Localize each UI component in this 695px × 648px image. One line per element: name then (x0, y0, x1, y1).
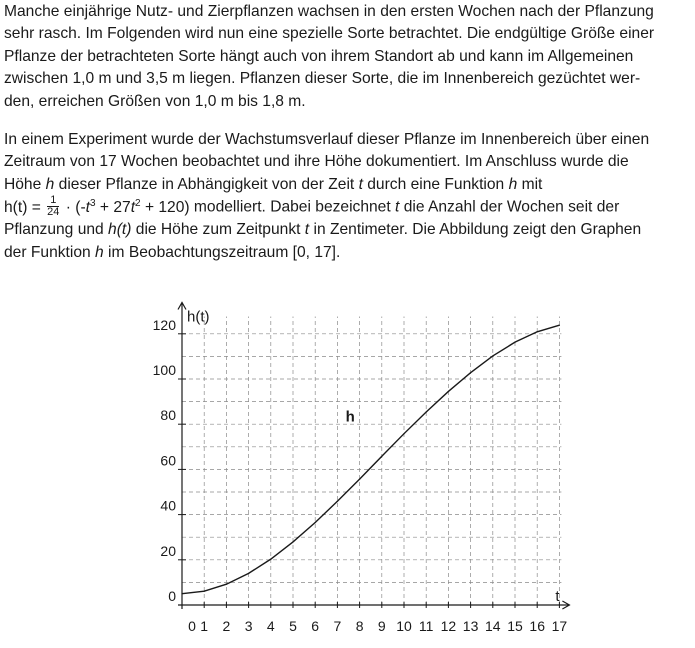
chart-axes (178, 303, 569, 610)
variable-h: h (45, 175, 55, 193)
x-tick-label: 8 (355, 618, 364, 634)
x-tick-label: 4 (266, 618, 275, 634)
experiment-line-2: Zeitraum von 17 Wochen beobachtet und ihre Höhe dokumentiert. Im Anschluss wurde die (4, 153, 629, 171)
series-point (514, 342, 515, 343)
intro-line-5: den, erreichen Größen von 1,0 m bis 1,8 m. (4, 92, 306, 110)
fraction-numerator: 1 (47, 195, 59, 207)
x-tick-label: 1 (200, 618, 209, 634)
text-fragment: die Höhe zum Zeitpunkt (131, 221, 305, 239)
variable-t: t (358, 175, 363, 193)
x-tick-label: 0 (188, 618, 196, 634)
series-point (448, 391, 449, 392)
variable-h: h (508, 175, 518, 193)
x-tick-label: 14 (485, 618, 501, 634)
formula-var-t: t (85, 198, 91, 216)
text-fragment: im Beobachtungszeitraum [0, 17]. (103, 243, 341, 261)
series-point (248, 573, 249, 574)
x-tick-label: 15 (507, 618, 523, 634)
text-fragment: der Funktion (4, 243, 96, 261)
x-tick-label: 9 (377, 618, 386, 634)
chart-labels (187, 309, 560, 606)
formula-var-t: t (130, 198, 136, 216)
series-line-h (182, 325, 559, 593)
x-tick-label: 11 (418, 618, 434, 634)
series-point (292, 541, 293, 542)
series-point (359, 479, 360, 480)
experiment-line-1: In einem Experiment wurde der Wachstumsverlauf dieser Pflanze im Innenbereich über einen (4, 131, 650, 148)
series-point (270, 559, 271, 560)
formula-lhs: h(t) (4, 198, 28, 216)
text-fragment: in Zentimeter. Die Abbildung zeigt den Graphen (309, 221, 642, 239)
series-point (204, 591, 205, 592)
intro-line-2: sehr rasch. Im Folgenden wird nun eine spezielle Sorte betrachtet. Die endgültige Größe einer (4, 25, 655, 43)
y-tick-label: 20 (160, 542, 176, 559)
series-point (492, 355, 493, 356)
x-tick-label: 10 (396, 618, 412, 634)
x-tick-label: 2 (222, 618, 231, 634)
y-tick-label: 40 (160, 497, 176, 514)
formula-exponent: 3 (90, 197, 96, 209)
intro-line-3: Pflanze der betrachteten Sorte hängt auch von ihrem Standort ab und kann im Allgemeinen (4, 47, 634, 65)
text-fragment: dieser Pflanze in Abhängigkeit von der Zeit (54, 175, 359, 193)
variable-t: t (395, 198, 400, 216)
y-tick-label: 100 (152, 362, 176, 378)
text-fragment: Höhe (4, 175, 46, 193)
y-tick-label: 60 (160, 452, 176, 469)
formula-part: + 120) (140, 198, 190, 216)
series-point (181, 593, 182, 594)
series-point (426, 411, 427, 412)
x-tick-label: 12 (440, 618, 457, 634)
text-fragment: mit (517, 175, 543, 193)
text-fragment: durch eine Funktion (362, 175, 509, 193)
fraction-denominator: 24 (47, 206, 60, 219)
text-fragment: Pflanzung und (4, 221, 109, 239)
y-tick-label: 120 (152, 316, 176, 333)
x-tick-label: 6 (311, 618, 320, 634)
x-tick-label: 16 (529, 618, 545, 634)
series-point (559, 325, 560, 326)
formula-part: · (- (61, 198, 86, 216)
series-point (381, 456, 382, 457)
x-tick-label: 13 (462, 618, 479, 634)
series-point (315, 522, 316, 523)
x-axis-title: t (555, 588, 560, 605)
y-tick-label: 80 (160, 407, 176, 424)
series-point (470, 372, 471, 373)
y-axis-title: h(t) (187, 308, 210, 326)
x-tick-label: 5 (289, 618, 297, 634)
intro-line-1: Manche einjährige Nutz- und Zierpflanzen wachsen in den ersten Wochen nach der Pflanzung (4, 3, 654, 20)
series-point (337, 501, 338, 502)
series-label-h: h (345, 408, 355, 426)
formula-equals: = (27, 198, 46, 216)
variable-ht: h(t) (108, 221, 132, 239)
text-fragment: die Anzahl der Wochen seit der (399, 198, 620, 216)
text-fragment: modelliert. Dabei bezeichnet (189, 198, 396, 216)
x-tick-label: 17 (551, 618, 568, 634)
x-tick-label: 3 (244, 618, 253, 634)
y-tick-label: 0 (168, 588, 176, 604)
series-point (537, 331, 538, 332)
formula-exponent: 2 (135, 197, 141, 209)
chart-series (181, 325, 560, 595)
chart-ticks (153, 317, 568, 634)
formula-part: + 27 (95, 198, 131, 216)
intro-line-4: zwischen 1,0 m und 3,5 m liegen. Pflanzen dieser Sorte, die im Innenbereich gezüchtet wer- (4, 70, 641, 88)
variable-t: t (304, 221, 310, 239)
chart-grid (182, 317, 561, 606)
series-point (403, 433, 404, 434)
x-tick-label: 7 (333, 618, 342, 634)
series-point (226, 584, 227, 585)
variable-h: h (95, 243, 104, 261)
